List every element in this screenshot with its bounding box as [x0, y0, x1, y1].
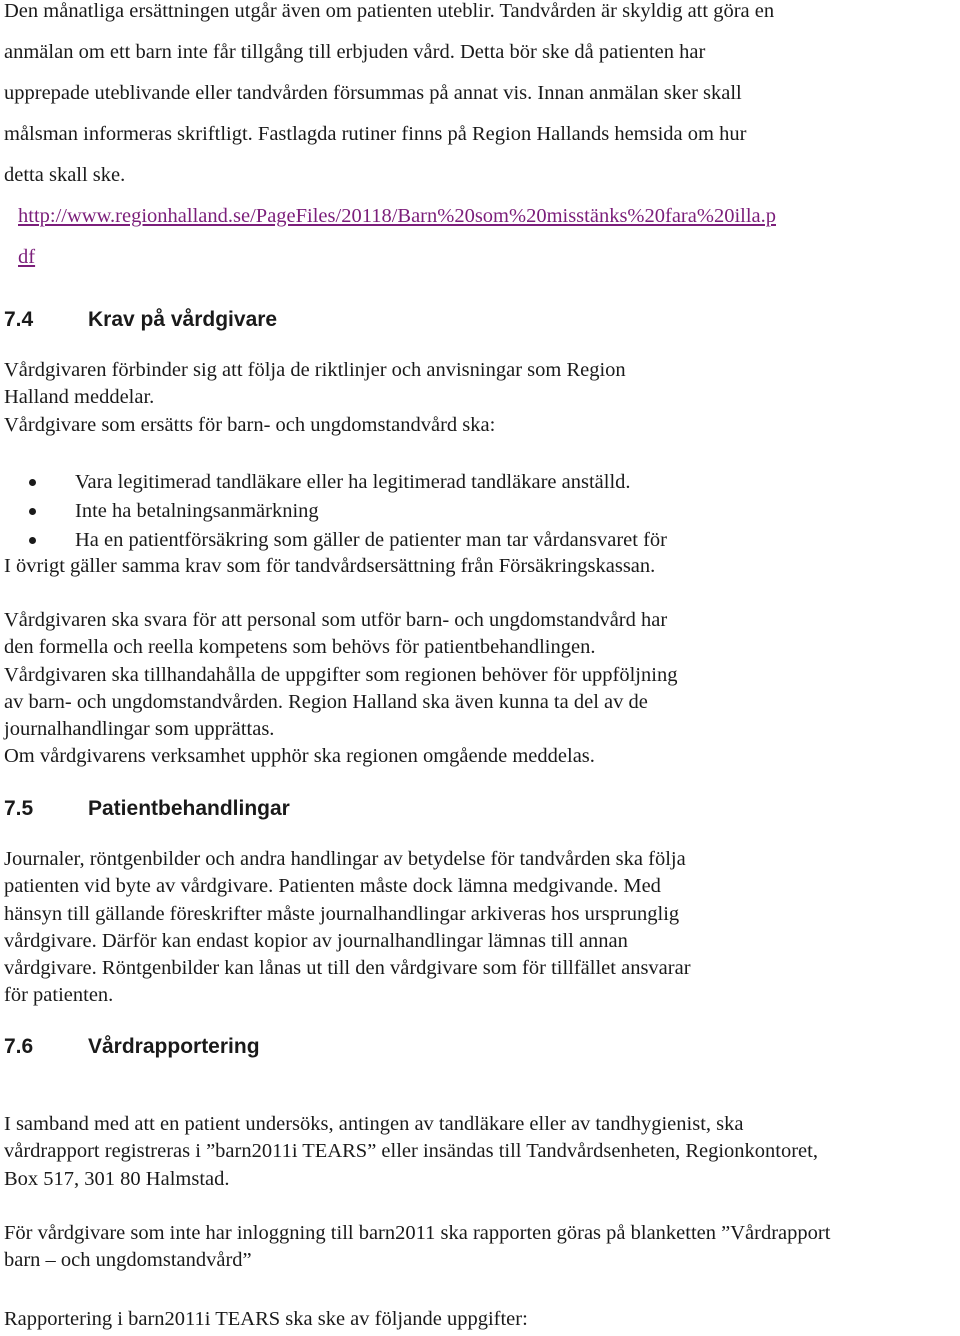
list-item-text: Ha en patientförsäkring som gäller de patienter man tar vårdansvaret för [75, 529, 667, 551]
text-line: vårdrapport registreras i ”barn2011i TEARS” eller insändas till Tandvårdsenheten, Regionkontoret, [4, 1140, 818, 1163]
text-line: Vårdgivaren ska tillhandahålla de uppgifter som regionen behöver för uppföljning [4, 663, 678, 686]
text-line: barn – och ungdomstandvård” [4, 1249, 252, 1272]
bullet-icon [29, 508, 36, 515]
requirements-list [0, 468, 667, 555]
text-line: Om vårdgivarens verksamhet upphör ska regionen omgående meddelas. [4, 745, 595, 768]
region-halland-link[interactable] [18, 196, 776, 278]
text-line: av barn- och ungdomstandvården. Region Halland ska även kunna ta del av de [4, 690, 648, 713]
section-heading-7-5 [4, 796, 290, 822]
paragraph [4, 553, 655, 580]
text-line: Vårdgivaren förbinder sig att följa de riktlinjer och anvisningar som Region [4, 359, 626, 381]
text-line: journalhandlingar som upprättas. [4, 718, 275, 741]
link-line: df [18, 246, 36, 268]
section-title: Krav på vårdgivare [88, 308, 278, 331]
section-number: 7.4 [4, 308, 34, 331]
paragraph [4, 1220, 830, 1275]
section-title: Vårdrapportering [88, 1035, 260, 1058]
list-item-text: Inte ha betalningsanmärkning [75, 500, 319, 522]
section-number: 7.6 [4, 1035, 34, 1058]
text-line: Vårdgivaren ska svara för att personal som utför barn- och ungdomstandvård har [4, 609, 668, 631]
paragraph [4, 357, 626, 439]
section-heading-7-6 [4, 1034, 260, 1060]
paragraph [4, 1111, 818, 1193]
bullet-icon [29, 479, 36, 486]
text-line: För vårdgivare som inte har inloggning till barn2011 ska rapporten göras på blanketten ”Vårdrapport [4, 1222, 831, 1244]
text-line: patienten vid byte av vårdgivare. Patienten måste dock lämna medgivande. Med [4, 875, 661, 898]
text-line: vårdgivare. Därför kan endast kopior av journalhandlingar lämnas till annan [4, 929, 628, 952]
paragraph [4, 607, 677, 771]
intro-paragraph [4, 0, 774, 196]
text-line: I övrigt gäller samma krav som för tandvårdsersättning från Försäkringskassan. [4, 555, 656, 577]
bullet-icon [29, 537, 36, 544]
text-line: vårdgivare. Röntgenbilder kan lånas ut till den vårdgivare som för tillfället ansvarar [4, 957, 691, 980]
text-line: Vårdgivare som ersätts för barn- och ungdomstandvård ska: [4, 413, 496, 436]
text-line: för patienten. [4, 984, 114, 1007]
section-heading-7-4 [4, 307, 277, 333]
list-item [0, 526, 667, 555]
paragraph [4, 1306, 528, 1333]
section-number: 7.5 [4, 797, 34, 820]
text-line: Box 517, 301 80 Halmstad. [4, 1167, 230, 1190]
list-item [0, 468, 667, 497]
text-line: Den månatliga ersättningen utgår även om patienten uteblir. Tandvården är skyldig att göra en [4, 0, 775, 22]
list-item-text: Vara legitimerad tandläkare eller ha legitimerad tandläkare anställd. [75, 471, 631, 493]
text-line: anmälan om ett barn inte får tillgång till erbjuden vård. Detta bör ske då patienten har [4, 41, 706, 63]
text-line: hänsyn till gällande föreskrifter måste journalhandlingar arkiveras hos ursprunglig [4, 902, 680, 925]
text-line: målsman informeras skriftligt. Fastlagda rutiner finns på Region Hallands hemsida om hur [4, 123, 747, 145]
text-line: I samband med att en patient undersöks, antingen av tandläkare eller av tandhygienist, ska [4, 1113, 744, 1135]
section-title: Patientbehandlingar [88, 797, 290, 820]
text-line: detta skall ske. [4, 164, 126, 186]
list-item [0, 497, 667, 526]
text-line: upprepade uteblivande eller tandvården försummas på annat vis. Innan anmälan sker skall [4, 82, 742, 104]
text-line: den formella och reella kompetens som behövs för patientbehandlingen. [4, 636, 596, 659]
text-line: Rapportering i barn2011i TEARS ska ske av följande uppgifter: [4, 1308, 528, 1330]
text-line: Halland meddelar. [4, 386, 155, 409]
link-line: http://www.regionhalland.se/PageFiles/20118/Barn%20som%20misstänks%20fara%20illa.p [18, 205, 776, 227]
paragraph [4, 846, 691, 1010]
text-line: Journaler, röntgenbilder och andra handlingar av betydelse för tandvården ska följa [4, 848, 686, 870]
